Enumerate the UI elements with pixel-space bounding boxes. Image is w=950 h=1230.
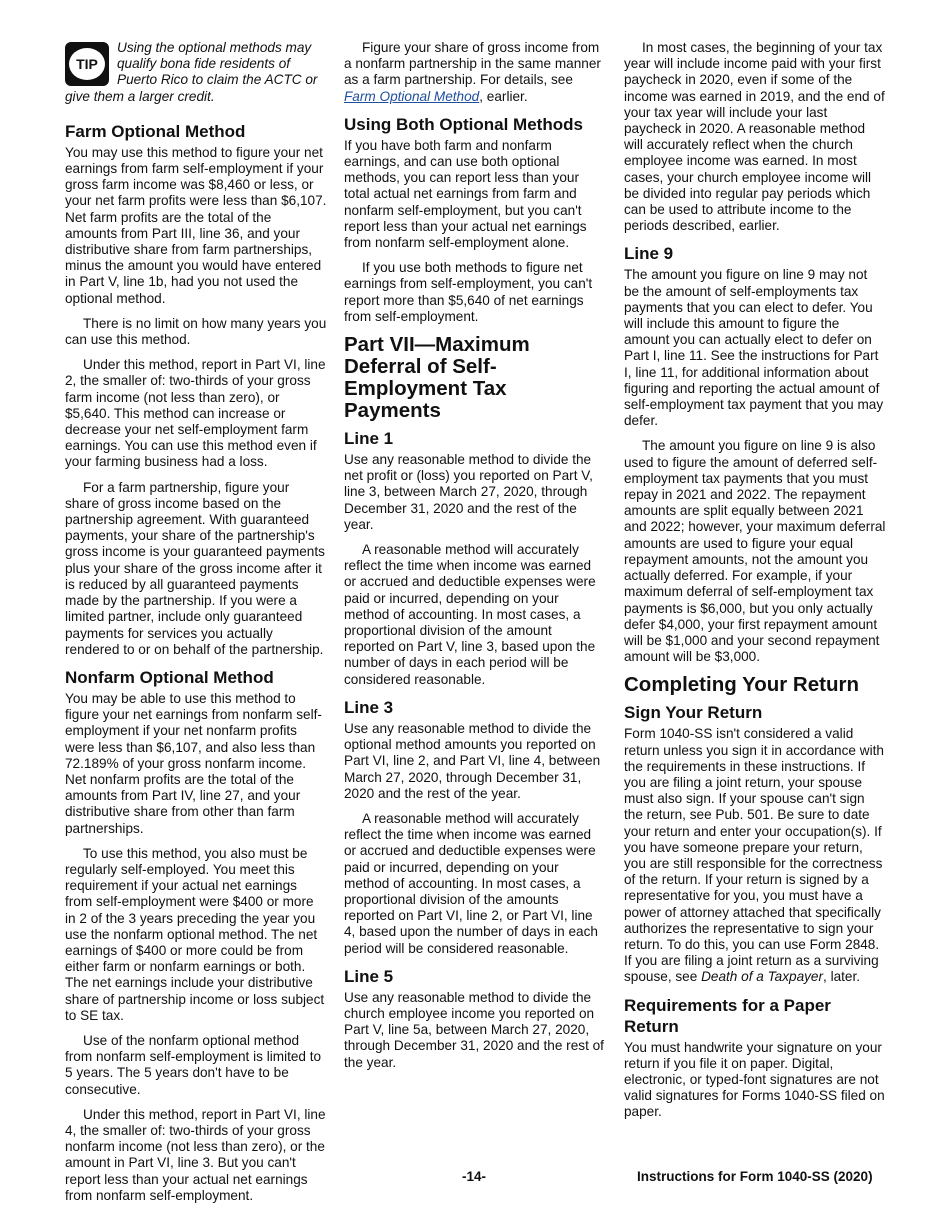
paragraph: There is no limit on how many years you can use this method. bbox=[65, 315, 327, 348]
paragraph: The amount you figure on line 9 may not be the amount of self-employments tax payments that you can elect to defer. You will include this amount to figure the amount you can actually elect to defer on Part I, line 11. See the instructions for Part I, line 11, for additional information about figuring and reporting the actual amount of self-employment tax payment that you may defer. bbox=[624, 267, 884, 429]
paragraph: Use any reasonable method to divide the optional method amounts you reported on Part VI, line 2, and Part VI, line 4, between March 27, 2020, through December 31, 2020 and the rest of the year. bbox=[344, 720, 601, 801]
paragraph: Use any reasonable method to divide the church employee income you reported on Part V, line 5a, between March 27, 2020, through December 31, 2020 and the rest of the year. bbox=[344, 989, 604, 1070]
column-1 bbox=[65, 40, 327, 1213]
using-both-optional-methods-heading: Using Both Optional Methods bbox=[344, 114, 583, 134]
paragraph: If you have both farm and nonfarm earnings, and can use both optional methods, you can report less than your total actual net earnings from farm and nonfarm self-employment, but you can't report less than your actual net earnings from nonfarm self-employment alone. bbox=[344, 137, 587, 251]
paragraph: The amount you figure on line 9 is also used to figure the amount of deferred self-employment tax payments that you must repay in 2021 and 2022. The repayment amounts are split equally between 2021 and 2022; however, your maximum deferral amounts are used to figure your equal repayment amounts, not the amount you actually deferred. For example, if your maximum deferral of self-employment tax payments is $6,000, but you only actually defer $4,000, your first repayment amount will be $1,000 and your second repayment amount will be $3,000. bbox=[624, 438, 886, 665]
footer-title: Instructions for Form 1040-SS (2020) bbox=[637, 1169, 873, 1184]
paragraph: To use this method, you also must be regularly self-employed. You meet this requirement if your actual net earnings from self-employment were $400 or more in 2 of the 3 years preceding the year you use the nonfarm optional method. The net earnings of $400 or more could be from either farm or nonfarm earnings or both. The net earnings include your distributive share of partnership income or loss subject to SE tax. bbox=[65, 845, 325, 1023]
paragraph: Under this method, report in Part VI, line 4, the smaller of: two-thirds of your gross nonfarm income (not less than zero), or the amount in Part VI, line 3. But you can't report less than your actual net earnings from nonfarm self-employment. bbox=[65, 1106, 326, 1203]
page-number: -14- bbox=[462, 1169, 487, 1184]
line-3-heading: Line 3 bbox=[344, 697, 394, 717]
farm-optional-method-link[interactable]: Farm Optional Method bbox=[344, 88, 480, 104]
line-5-heading: Line 5 bbox=[344, 966, 394, 986]
paragraph: Under this method, report in Part VI, line 2, the smaller of: two-thirds of your gross farm income (not less than zero), or $5,640. This method can increase or decrease your net self-employment farm earnings. You can use this method even if your farming business had a loss. bbox=[65, 357, 326, 470]
sign-your-return-heading: Sign Your Return bbox=[624, 703, 763, 723]
paragraph: You may use this method to figure your net earnings from farm self-employment if your gross farm income was $8,460 or less, or your net farm profits were less than $6,107. Net farm profits are the total of the amounts from Part III, line 36, and your distributive share from farm partnerships, minus the amount you would have entered in Part V, line 1b, had you not used the optional method. bbox=[65, 144, 327, 306]
tip-icon: TIP bbox=[65, 42, 113, 86]
paragraph: Form 1040-SS isn't considered a valid return unless you sign it in accordance with the requirements in these instructions. If you are filing a joint return, your spouse must also sign. If your spouse can't sign the return, see Pub. 501. Be sure to date your return and enter your occupation(s). If you have someone prepare your return, you are still responsible for the correctness of the return. If your return is signed by a representative for you, you must have a power of attorney attached that specifically authorizes the representative to sign your return. To do this, you can use Form 2848. If you are filing a joint return as a surviving spouse, see Death of a Taxpayer, later. bbox=[624, 726, 884, 985]
paragraph: You must handwrite your signature on your return if you file it on paper. Digital, electronic, or typed-font signatures are not valid signatures for Forms 1040-SS filed on paper. bbox=[624, 1039, 885, 1120]
paragraph: Figure your share of gross income from a nonfarm partnership in the same manner as a farm partnership. For details, see Farm Optional Method, earlier. bbox=[344, 40, 601, 104]
farm-optional-method-heading: Farm Optional Method bbox=[65, 121, 246, 141]
nonfarm-optional-method-heading: Nonfarm Optional Method bbox=[65, 667, 274, 687]
tip-callout bbox=[65, 40, 327, 105]
column-2 bbox=[344, 40, 606, 1080]
paragraph: A reasonable method will accurately reflect the time when income was earned or accrued and deductible expenses were paid or incurred, depending on your method of accounting. In most cases, a proportional division of the amounts reported on Part VI, line 2, or Part VI, line 4, based upon the number of days in each period will be considered reasonable. bbox=[344, 810, 598, 956]
paper-return-heading: Requirements for a Paper Return bbox=[624, 995, 831, 1036]
paragraph: In most cases, the beginning of your tax year will include income paid with your first paycheck in 2020, even if some of the income was earned in 2019, and the end of your tax year will include your last paycheck in 2020. A reasonable method will accurately reflect when the church employee income was earned. In most cases, your church employee income will be divided into regular pay periods which can be used to attribute income to the periods described, earlier. bbox=[624, 40, 885, 234]
paragraph: Use any reasonable method to divide the net profit or (loss) you reported on Part V, line 3, between March 27, 2020, through December 31, 2020 and the rest of the year. bbox=[344, 452, 593, 532]
line-1-heading: Line 1 bbox=[344, 429, 394, 449]
completing-your-return-heading: Completing Your Return bbox=[624, 673, 859, 697]
column-3 bbox=[624, 40, 886, 1130]
tip-text: Using the optional methods may qualify bona fide residents of Puerto Rico to claim the ACTC or give them a larger credit. bbox=[65, 40, 318, 104]
paragraph: You may be able to use this method to figure your net earnings from nonfarm self-employment if your net nonfarm profits were less than $6,107, and also less than 72.189% of your gross nonfarm income. Net nonfarm profits are the total of the amounts from Part IV, line 27, and your distributive share from other than farm partnerships. bbox=[65, 690, 322, 836]
paragraph: For a farm partnership, figure your share of gross income based on the partnership agreement. With guaranteed payments, your share of the partnership's gross income is your guaranteed payments plus your share of the gross income after it is reduced by all guaranteed payments made by the partnership. If you were a limited partner, include only guaranteed payments for services you actually rendered to or on behalf of the partnership. bbox=[65, 479, 325, 657]
paragraph: A reasonable method will accurately reflect the time when income was earned or accrued and deductible expenses were paid or incurred, depending on your method of accounting. In most cases, a proportional division of the amount reported on Part V, line 3, based upon the number of days in each period will be considered reasonable. bbox=[344, 542, 596, 687]
paragraph: Use of the nonfarm optional method from nonfarm self-employment is limited to 5 years. The 5 years don't have to be consecutive. bbox=[65, 1032, 322, 1097]
paragraph: If you use both methods to figure net earnings from self-employment, you can't report more than $5,640 of net earnings from self-employment. bbox=[344, 260, 593, 324]
part-vii-heading: Part VII—Maximum Deferral of Self-Employment Tax Payments bbox=[344, 333, 530, 423]
line-9-heading: Line 9 bbox=[624, 244, 674, 264]
